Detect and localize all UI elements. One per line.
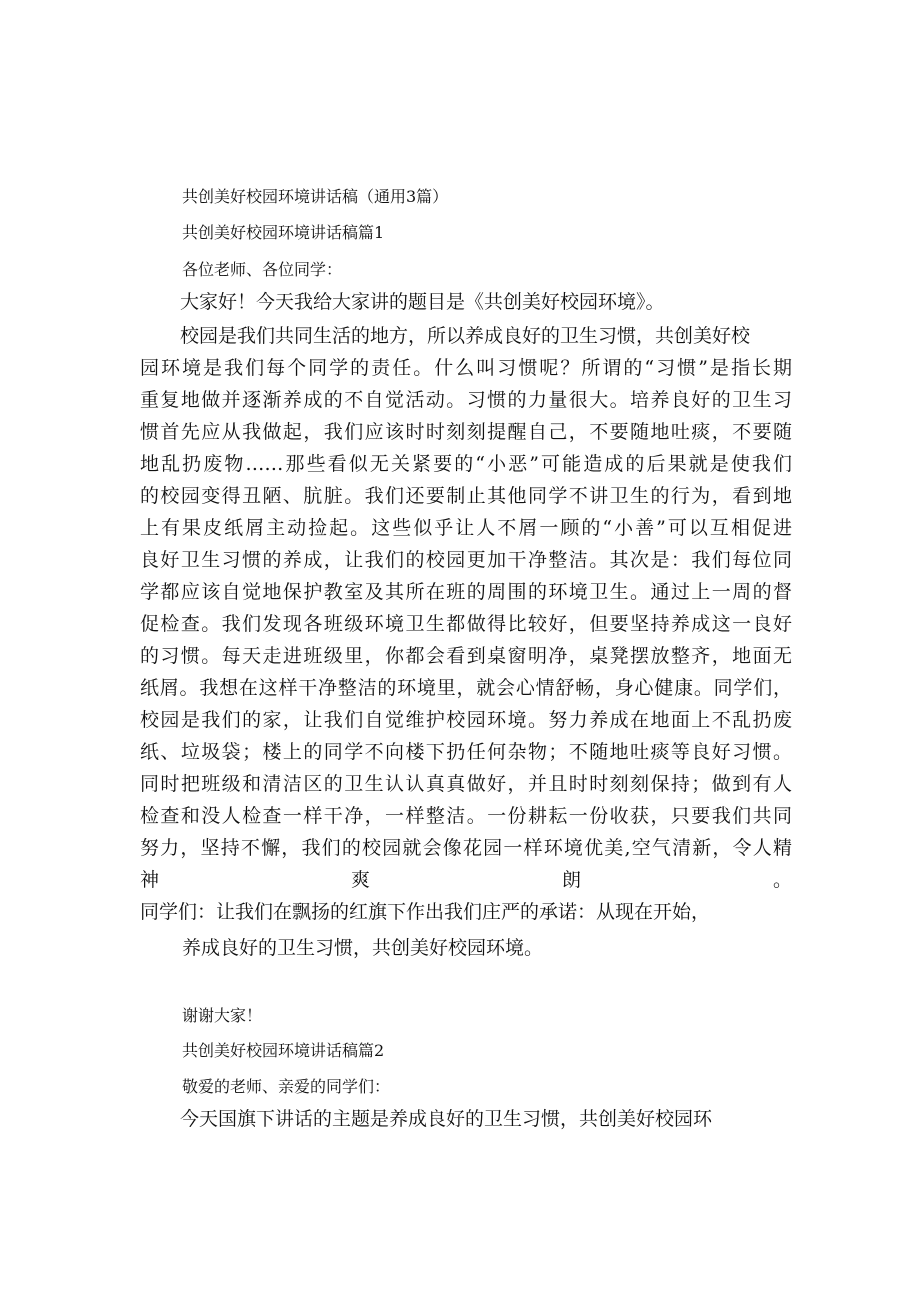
paragraph-line: 校园是我们共同生活的地方，所以养成良好的卫生习惯，共创美好校 bbox=[180, 325, 751, 347]
paragraph-line: 地乱扔废物……那些看似无关紧要的“小恶”可能造成的后果就是使我们 bbox=[140, 453, 792, 475]
section-1-closing: 谢谢大家！ bbox=[182, 1006, 263, 1025]
paragraph-line: 上有果皮纸屑主动捡起。这些似乎让人不屑一顾的“小善”可以互相促进 bbox=[140, 517, 792, 539]
paragraph-line: 学都应该自觉地保护教室及其所在班的周围的环境卫生。通过上一周的督 bbox=[140, 581, 792, 603]
section-1-opening-line: 大家好！今天我给大家讲的题目是《共创美好校园环境》。 bbox=[180, 291, 665, 313]
section-1-salutation: 各位老师、各位同学： bbox=[182, 260, 343, 279]
paragraph-line: 促检查。我们发现各班级环境卫生都做得比较好，但要坚持养成这一良好 bbox=[140, 613, 792, 635]
document-title: 共创美好校园环境讲话稿（通用3篇） bbox=[182, 187, 449, 206]
section-2-heading: 共创美好校园环境讲话稿篇2 bbox=[182, 1041, 385, 1060]
paragraph-line: 检查和没人检查一样干净，一样整洁。一份耕耘一份收获，只要我们共同 bbox=[140, 805, 792, 827]
paragraph-line: 同学们：让我们在飘扬的红旗下作出我们庄严的承诺：从现在开始， bbox=[140, 901, 711, 923]
paragraph-line: 的校园变得丑陋、肮脏。我们还要制止其他同学不讲卫生的行为，看到地 bbox=[140, 485, 792, 507]
paragraph-line: 惯首先应从我做起，我们应该时时刻刻提醒自己，不要随地吐痰，不要随 bbox=[140, 421, 792, 443]
paragraph-line: 养成良好的卫生习惯，共创美好校园环境。 bbox=[182, 937, 544, 959]
paragraph-line: 的习惯。每天走进班级里，你都会看到桌窗明净，桌凳摆放整齐，地面无 bbox=[140, 645, 792, 667]
paragraph-line: 纸、垃圾袋；楼上的同学不向楼下扔任何杂物；不随地吐痰等良好习惯。 bbox=[140, 741, 792, 763]
paragraph-line: 神爽朗。 bbox=[140, 869, 792, 891]
paragraph-line: 校园是我们的家，让我们自觉维护校园环境。努力养成在地面上不乱扔废 bbox=[140, 709, 792, 731]
paragraph-line: 同时把班级和清洁区的卫生认认真真做好，并且时时刻刻保持；做到有人 bbox=[140, 773, 792, 795]
paragraph-line: 努力，坚持不懈，我们的校园就会像花园一样环境优美,空气清新，令人精 bbox=[140, 837, 792, 859]
paragraph-line: 纸屑。我想在这样干净整洁的环境里，就会心情舒畅，身心健康。同学们， bbox=[140, 677, 792, 699]
section-1-heading: 共创美好校园环境讲话稿篇1 bbox=[182, 223, 385, 242]
section-2-salutation: 敬爱的老师、亲爱的同学们： bbox=[182, 1077, 391, 1096]
paragraph-line: 良好卫生习惯的养成，让我们的校园更加干净整洁。其次是：我们每位同 bbox=[140, 549, 792, 571]
paragraph-line: 今天国旗下讲话的主题是养成良好的卫生习惯，共创美好校园环 bbox=[180, 1108, 713, 1130]
paragraph-line: 园环境是我们每个同学的责任。什么叫习惯呢？所谓的“习惯”是指长期 bbox=[140, 357, 792, 379]
paragraph-line: 重复地做并逐渐养成的不自觉活动。习惯的力量很大。培养良好的卫生习 bbox=[140, 389, 792, 411]
